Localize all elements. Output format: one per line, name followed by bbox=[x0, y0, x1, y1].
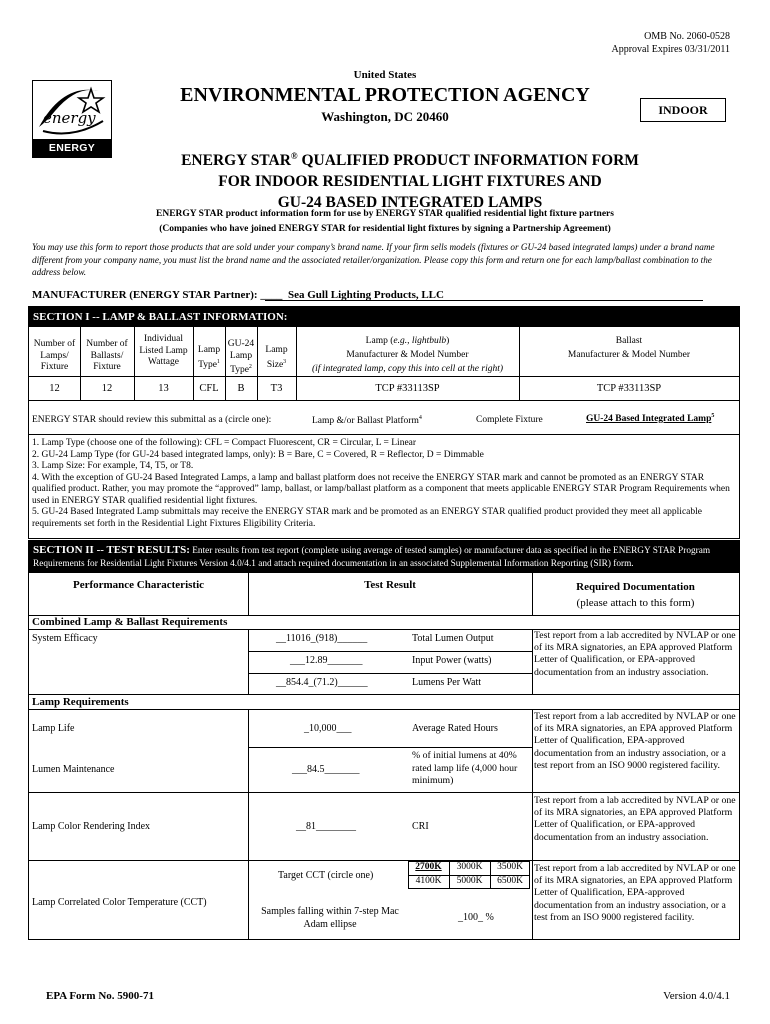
group-lamp-requirements: Lamp Requirements bbox=[32, 696, 129, 708]
col-lamp-type: Lamp Type$^1$ bbox=[197, 345, 221, 370]
lamp-type-value[interactable]: CFL bbox=[199, 383, 219, 394]
form-subtitle: ENERGY STAR product information form for use by ENERGY STAR qualified residential light fixture partners bbox=[156, 209, 614, 219]
ballasts-per-fixture-value[interactable]: 12 bbox=[101, 383, 113, 394]
cct-option-4100k[interactable]: 4100K bbox=[415, 876, 442, 886]
wattage-value[interactable]: 13 bbox=[158, 383, 169, 394]
col-performance: Performance Characteristic bbox=[72, 579, 205, 591]
col-lamps-per-fixture: Number of Lamps/ Fixture bbox=[33, 339, 76, 372]
input-power-label: Input Power (watts) bbox=[412, 655, 492, 666]
cct-option-6500k[interactable]: 6500K bbox=[497, 876, 523, 886]
lumen-maintenance-field[interactable]: ___84.5_______ bbox=[292, 764, 360, 775]
agency-name: ENVIRONMENTAL PROTECTION AGENCY bbox=[180, 84, 590, 106]
cri-unit: CRI bbox=[412, 821, 429, 832]
manufacturer-label: MANUFACTURER (ENERGY STAR Partner): ____ bbox=[32, 289, 283, 301]
review-option-gu24[interactable]: GU-24 Based Integrated Lamp$^5$ bbox=[586, 413, 715, 425]
cct-label: Lamp Correlated Color Temperature (CCT) bbox=[32, 897, 207, 908]
lamp-life-label: Lamp Life bbox=[32, 723, 75, 734]
cct-samples-field[interactable]: _100_ % bbox=[458, 912, 494, 923]
input-power-field[interactable]: ___12.89_______ bbox=[290, 655, 363, 666]
col-ballast-model: Ballast Manufacturer & Model Number bbox=[567, 336, 691, 360]
agency-city: Washington, DC 20460 bbox=[321, 109, 449, 124]
cct-option-5000k[interactable]: 5000K bbox=[456, 876, 483, 886]
omb-info bbox=[611, 30, 730, 56]
lamps-per-fixture-value[interactable]: 12 bbox=[49, 383, 60, 394]
col-lamp-model: Lamp (e.g., lightbulb) Manufacturer & Model Number (if integrated lamp, copy this into cell at the right) bbox=[311, 336, 504, 374]
manufacturer-field[interactable]: Sea Gull Lighting Products, LLC bbox=[288, 289, 444, 301]
cct-option-2700k[interactable]: 2700K bbox=[415, 862, 442, 872]
form-intro: You may use this form to report those products that are sold under your company’s brand name. If your firm sells models (fixtures or GU-24 based integrated lamps) under a brand name different from your company name, you must list the brand name and the associated retailer/organization. Please copy this form and return one for each lamp/ballast combination to the address below. bbox=[32, 242, 715, 277]
svg-text:energy: energy bbox=[43, 109, 96, 127]
approval-expiry: Approval Expires 03/31/2011 bbox=[611, 44, 730, 55]
section-2-header: SECTION II -- TEST RESULTS: Enter results from test report (complete using average of tested samples) or manufacturer data as specified in the ENERGY STAR Program Requirements for Residential Light Fixtures Version 4.0/4.1 and attach required documentation in an associated Supplemental Information Reporting (SIR) form. bbox=[29, 541, 739, 573]
lamp-life-unit: Average Rated Hours bbox=[412, 723, 498, 734]
ballast-model-value[interactable]: TCP #33113SP bbox=[596, 383, 662, 394]
form-title: ENERGY STAR® QUALIFIED PRODUCT INFORMATION FORM FOR INDOOR RESIDENTIAL LIGHT FIXTURES AND GU-24 BASED INTEGRATED LAMPS bbox=[181, 151, 639, 212]
form-subtitle-note: (Companies who have joined ENERGY STAR for residential light fixtures by signing a Partnership Agreement) bbox=[159, 224, 611, 234]
omb-number: OMB No. 2060-0528 bbox=[644, 31, 730, 42]
gu24-type-value[interactable]: B bbox=[237, 383, 245, 394]
col-gu24-type: GU-24 Lamp Type$^2$ bbox=[227, 339, 255, 376]
lumens-per-watt-label: Lumens Per Watt bbox=[412, 677, 481, 688]
review-option-platform[interactable]: Lamp &/or Ballast Platform$^4$ bbox=[312, 415, 422, 427]
col-wattage: Individual Listed Lamp Wattage bbox=[139, 334, 188, 367]
group-combined-requirements: Combined Lamp & Ballast Requirements bbox=[32, 616, 228, 628]
energy-star-wordmark: ENERGY STAR bbox=[33, 139, 111, 157]
review-label: ENERGY STAR should review this submittal as a (circle one): bbox=[32, 415, 272, 425]
cct-samples-label: Samples falling within 7-step Mac Adam ellipse bbox=[261, 906, 399, 930]
form-version: Version 4.0/4.1 bbox=[663, 990, 730, 1002]
col-ballasts-per-fixture: Number of Ballasts/ Fixture bbox=[86, 339, 128, 372]
total-lumen-output-label: Total Lumen Output bbox=[412, 633, 494, 644]
lumens-per-watt-field[interactable]: __854.4_(71.2)______ bbox=[276, 677, 368, 688]
form-number: EPA Form No. 5900-71 bbox=[46, 990, 154, 1002]
system-efficacy-doc: Test report from a lab accredited by NVLAP or one of its MRA signatories, an EPA approved Platform Letter of Qualification, or EPA-approved documentation from an industry association. bbox=[534, 630, 736, 678]
indoor-badge: INDOOR bbox=[640, 98, 726, 122]
system-efficacy-label: System Efficacy bbox=[32, 633, 98, 644]
col-documentation: Required Documentation (please attach to this form) bbox=[576, 581, 695, 609]
lamp-life-field[interactable]: _10,000___ bbox=[304, 723, 352, 734]
lumen-maintenance-label: Lumen Maintenance bbox=[32, 764, 115, 775]
cct-option-3000k[interactable]: 3000K bbox=[456, 862, 483, 872]
section-1-header: SECTION I -- LAMP & BALLAST INFORMATION: bbox=[29, 307, 739, 327]
review-option-fixture[interactable]: Complete Fixture bbox=[476, 415, 543, 425]
cri-label: Lamp Color Rendering Index bbox=[32, 821, 151, 832]
col-test-result: Test Result bbox=[364, 579, 416, 591]
cct-option-3500k[interactable]: 3500K bbox=[497, 862, 523, 872]
cct-doc: Test report from a lab accredited by NVLAP or one of its MRA signatories, an EPA approved Platform Letter of Qualification, EPA-approved documentation from an industry association, or a test from an ISO 9000 registered facility. bbox=[534, 863, 736, 923]
cri-field[interactable]: __81________ bbox=[296, 821, 356, 832]
lamp-life-doc: Test report from a lab accredited by NVLAP or one of its MRA signatories, an EPA approved Platform Letter of Qualification, EPA-approved documentation from an industry association, or a test report from an ISO 9000 registered facility. bbox=[534, 711, 736, 771]
cri-doc: Test report from a lab accredited by NVLAP or one of its MRA signatories, an EPA approved Platform Letter of Qualification, or EPA-approved documentation from an industry association. bbox=[534, 795, 736, 843]
section-1-notes: 1. Lamp Type (choose one of the following): CFL = Compact Fluorescent, CR = Circular, L = Linear 2. GU-24 Lamp Type (for GU-24 based integrated lamps, only): B = Bare, C = Covered, R = Reflector, D = Dimmable 3. Lamp Size: For example, T4, T5, or T8. 4. With the exception of GU-24 Based Integrated Lamps, a lamp and ballast platform does not receive the ENERGY STAR mark and cannot be promoted as an ENERGY STAR qualified product. Rather, you may promote the “approved” lamp, ballast, or lamp/ballast platform as a component that meets applicable ENERGY STAR Program Requirements when used in ENERGY STAR qualified residential light fixtures. 5. GU-24 Based Integrated Lamp submittals may receive the ENERGY STAR mark and be promoted as an ENERGY STAR qualified product provided they meet all applicable requirements set forth in the Residential Light Fixtures Eligibility Criteria. bbox=[32, 438, 730, 529]
lamp-model-value[interactable]: TCP #33113SP bbox=[375, 383, 440, 394]
lumen-maintenance-unit: % of initial lumens at 40% rated lamp life (4,000 hour minimum) bbox=[412, 750, 518, 786]
total-lumen-output-field[interactable]: __11016_(918)______ bbox=[276, 633, 368, 644]
col-lamp-size: Lamp Size$^3$ bbox=[265, 345, 288, 370]
country: United States bbox=[353, 69, 417, 81]
cct-target-label: Target CCT (circle one) bbox=[278, 870, 374, 881]
lamp-size-value[interactable]: T3 bbox=[270, 383, 283, 394]
